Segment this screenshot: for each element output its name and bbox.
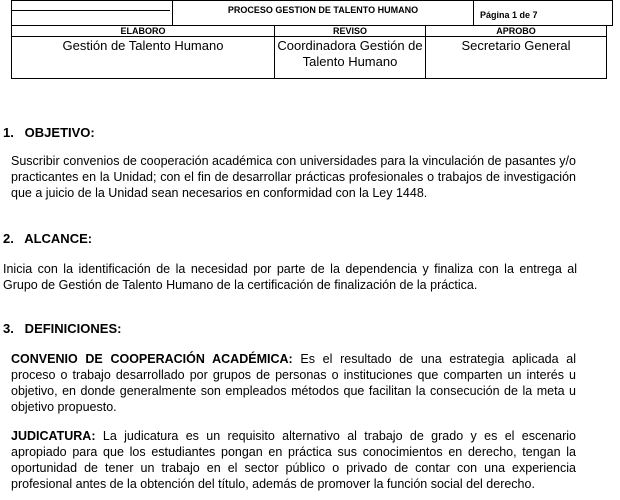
process-title: PROCESO GESTION DE TALENTO HUMANO [173, 1, 474, 26]
section-1-title: 1. OBJETIVO: [3, 125, 95, 140]
logo-cell [12, 1, 173, 26]
section-2-text: Inicia con la identificación de la necesidad por parte de la dependencia y finaliza con la entrega al Grupo de Gestión de Talento Humano de la certificación de finalización de la práctica. [3, 262, 577, 292]
page-number: Página 1 de 7 [474, 1, 613, 26]
aprobo-value: Secretario General [426, 37, 607, 79]
elaboro-value: Gestión de Talento Humano [12, 37, 275, 79]
signature-table [11, 25, 607, 79]
section-3-title: 3. DEFINICIONES: [3, 321, 122, 336]
reviso-value: Coordinadora Gestión de Talento Humano [275, 37, 426, 79]
header-table [11, 0, 613, 26]
definition-judicatura-term: JUDICATURA: [11, 429, 96, 443]
logo-placeholder [12, 1, 170, 11]
definition-convenio-text: Es el resultado de una estrategia aplicada al proceso o trabajo desarrollado por grupos de personas o instituciones que comparten un interés u objetivo, en donde generalmente son empleados métodos que facilitan la consecución de la meta u objetivo propuesto. [11, 352, 576, 414]
aprobo-label: APROBO [426, 26, 607, 37]
elaboro-label: ELABORO [12, 26, 275, 37]
definition-convenio [11, 351, 576, 415]
reviso-label: REVISO [275, 26, 426, 37]
definition-judicatura [11, 428, 576, 492]
definition-convenio-term: CONVENIO DE COOPERACIÓN ACADÉMICA: [11, 352, 293, 366]
section-2-title: 2. ALCANCE: [3, 231, 93, 246]
section-1-text: Suscribir convenios de cooperación académica con universidades para la vinculación de pasantes y/o practicantes en la Unidad; con el fin de desarrollar prácticas profesionales o trabajos de investigación que a juicio de la Unidad sean necesarios en conformidad con la Ley 1448. [11, 154, 576, 200]
definition-judicatura-text: La judicatura es un requisito alternativo al trabajo de grado y es el escenario apropiado para que los estudiantes pongan en práctica sus conocimientos en derecho, tengan la oportunidad de tener un trabajo en el sector público o privado de contar con una experiencia profesional antes de la obtención del título, además de promover la función social del derecho. [11, 429, 576, 491]
